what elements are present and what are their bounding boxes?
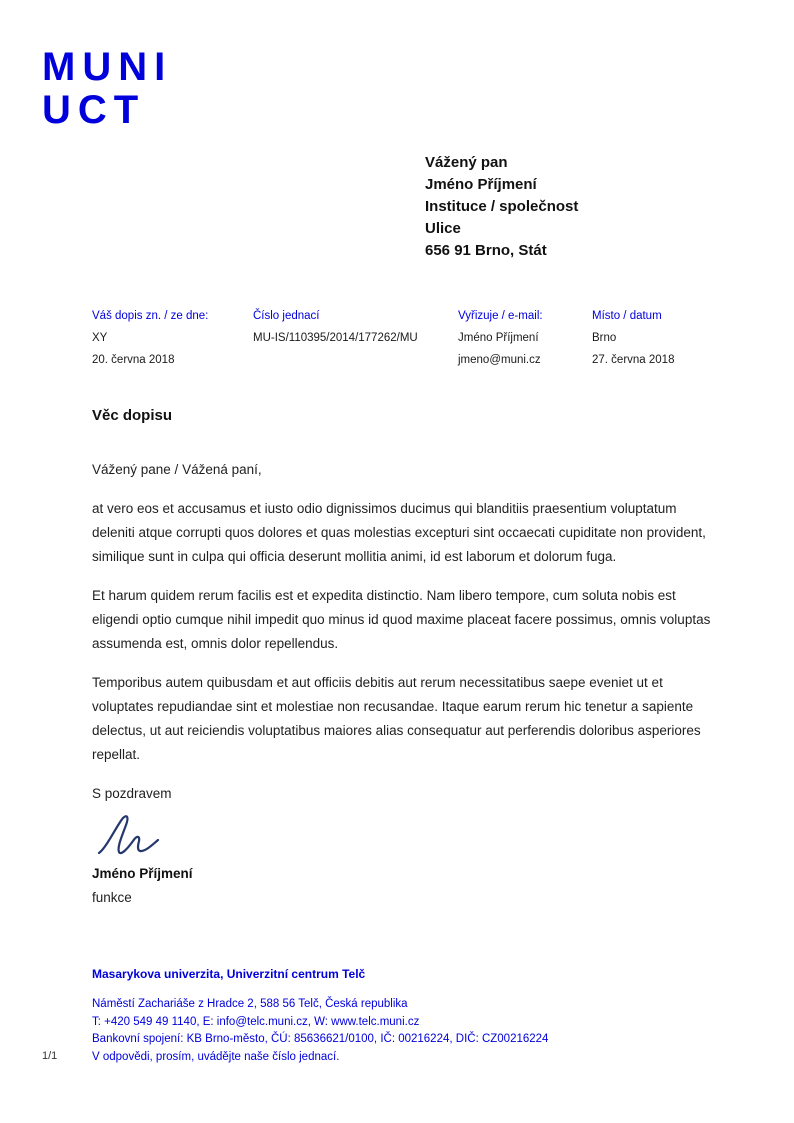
ref-label: Váš dopis zn. / ze dne:: [92, 310, 209, 322]
footer-bank-info: Bankovní spojení: KB Brno-město, ČÚ: 85636621/0100, IČ: 00216224, DIČ: CZ00216224: [92, 1033, 549, 1045]
recipient-line: 656 91 Brno, Stát: [425, 242, 547, 259]
ref-label: Číslo jednací: [253, 310, 320, 322]
recipient-line: Vážený pan: [425, 154, 508, 171]
salutation: Vážený pane / Vážená paní,: [92, 462, 262, 477]
ref-value: Jméno Příjmení: [458, 332, 539, 344]
footer-address: Náměstí Zachariáše z Hradce 2, 588 56 Telč, Česká republika: [92, 998, 408, 1010]
body-paragraph: Temporibus autem quibusdam et aut officiis debitis aut rerum necessitatibus saepe eveniet ut et voluptates repudiandae sint et molestiae non recusandae. Itaque earum rerum hic tenetur a sapiente delectus, ut aut reiciendis voluptatibus maiores alias consequatur aut perferendis doloribus asperiores repellat.: [92, 675, 701, 762]
ref-value: 20. června 2018: [92, 354, 175, 366]
recipient-line: Instituce / společnost: [425, 198, 579, 215]
body-paragraph: Et harum quidem rerum facilis est et expedita distinctio. Nam libero tempore, cum soluta nobis est eligendi optio cumque nihil impedit quo minus id quod maxime placeat facere possimus, omnis voluptas assumenda est, omnis dolor repellendus.: [92, 588, 711, 651]
recipient-address: [425, 152, 578, 262]
ref-value: 27. června 2018: [592, 354, 675, 366]
ref-col-place-date: [592, 305, 674, 371]
signer-role: funkce: [92, 890, 132, 905]
footer-contact: T: +420 549 49 1140, E: info@telc.muni.cz, W: www.telc.muni.cz: [92, 1015, 420, 1028]
footer-note: V odpovědi, prosím, uvádějte naše číslo jednací.: [92, 1050, 340, 1063]
page-number: 1/1: [42, 1050, 58, 1062]
ref-col-handled-by: [458, 305, 543, 371]
ref-label: Vyřizuje / e-mail:: [458, 310, 543, 322]
footer-organization: Masarykova univerzita, Univerzitní centrum Telč: [92, 967, 366, 981]
letterhead-footer: [92, 967, 548, 1066]
signer-name: Jméno Příjmení: [92, 866, 193, 881]
body-paragraph: at vero eos et accusamus et iusto odio dignissimos ducimus qui blanditiis praesentium voluptatum deleniti atque corrupti quos dolores et quas molestias excepturi sint occaecati cupiditate non provident, similique sunt in culpa qui officia deserunt mollitia animi, id est laborum et dolorum fuga.: [92, 501, 706, 564]
logo-line-1: MUNI: [42, 45, 173, 89]
signature-scribble: [94, 812, 174, 860]
ref-col-your-letter: [92, 305, 208, 371]
recipient-line: Jméno Příjmení: [425, 176, 537, 193]
ref-label: Místo / datum: [592, 310, 662, 322]
closing-phrase: S pozdravem: [92, 786, 172, 801]
ref-col-file-number: [253, 305, 418, 349]
ref-value: Brno: [592, 332, 617, 344]
recipient-line: Ulice: [425, 220, 461, 237]
ref-value: MU-IS/110395/2014/177262/MU: [253, 332, 418, 344]
muni-logo: [42, 46, 172, 132]
letter-body: [92, 404, 714, 910]
logo-line-2: UCT: [42, 88, 146, 132]
ref-value: jmeno@muni.cz: [458, 354, 541, 366]
ref-value: XY: [92, 332, 108, 344]
subject-line: Věc dopisu: [92, 407, 173, 424]
